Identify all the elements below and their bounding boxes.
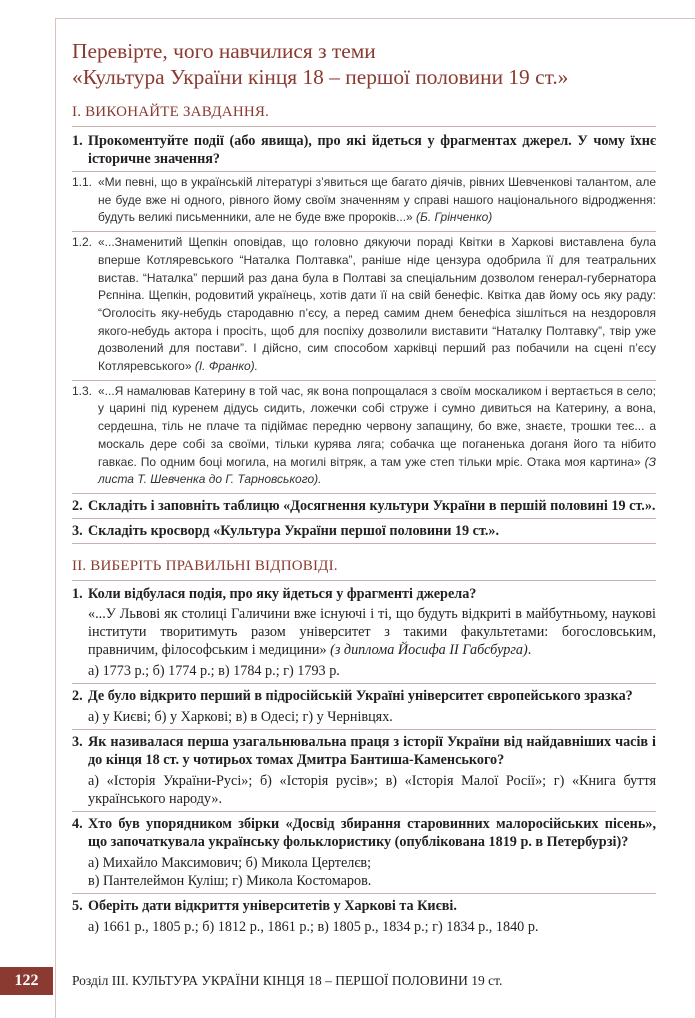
- running-footer: Розділ ІІІ. КУЛЬТУРА УКРАЇНИ КІНЦЯ 18 – ПЕРШОЇ ПОЛОВИНИ 19 ст.: [72, 973, 503, 988]
- divider: [72, 380, 656, 381]
- title-line-1: Перевірте, чого навчилися з теми: [72, 39, 376, 63]
- question-4: [72, 815, 656, 851]
- answer-options-5: а) 1661 р., 1805 р.; б) 1812 р., 1861 р.; в) 1805 р., 1834 р.; г) 1834 р., 1840 р.: [88, 918, 539, 935]
- fragment-1-1: [72, 174, 656, 227]
- page-content: [72, 38, 656, 936]
- task-number: 3.: [72, 522, 83, 539]
- question-text: Коли відбулася подія, про яку йдеться у фрагменті джерела?: [88, 585, 477, 602]
- question-text: Де було відкрито перший в підросійській Україні університет європейського зразка?: [88, 687, 633, 704]
- task-3: [72, 522, 656, 540]
- quote-source: (з диплома Йосифа ІІ Габсбурга): [330, 641, 528, 658]
- divider: [72, 518, 656, 519]
- task-number: 2.: [72, 497, 83, 514]
- answer-options-2: а) у Києві; б) у Харкові; в) в Одесі; г) у Чернівцях.: [88, 708, 393, 725]
- fragment-text: «Ми певні, що в українській літературі з’явиться ще багато діячів, рівних Шевченкові талантом, але не буде вже ні одного, рівного йому своїм значенням у справі нашого національного відродження: будуть великі письменники, але не буде вже пророків...»: [98, 175, 656, 225]
- question-number: 3.: [72, 733, 83, 750]
- fragment-source: (І. Франко).: [194, 359, 259, 374]
- fragment-source: (Б. Грінченко): [416, 210, 493, 225]
- question-text: Хто був упорядником збірки «Досвід збирання старовинних малоросійських пісень», що започаткувала українську фольклористику (опублікована 1819 р. в Петербурзі)?: [88, 815, 656, 850]
- quote-end: .: [527, 641, 532, 658]
- divider: [72, 893, 656, 894]
- section-2-heading: ІІ. ВИБЕРІТЬ ПРАВИЛЬНІ ВІДПОВІДІ.: [72, 557, 338, 574]
- question-3: [72, 733, 656, 769]
- fragment-text: «...Я намалював Катерину в той час, як вона попрощалася з своїм москаликом і вертається в село; у царині під куренем дідусь сидить, ложечки собі струже і сумно дивиться на Катерину, а вона, сердешна, тіль не плаче та підіймає передню червону запащину, бо вже, знаєте, трошки теє... а москаль дере собі за своїми, тільки курява ляга; собачка ще поганенька доганя його та нібито гавкає. По одним боці могила, на могилі вітряк, а там уже степ тільки мріє. Отака моя картина»: [98, 383, 656, 469]
- fragment-number: 1.2.: [72, 235, 93, 250]
- answer-line: в) Пантелеймон Куліш; г) Микола Костомаров.: [88, 872, 372, 889]
- divider: [72, 171, 656, 172]
- question-number: 4.: [72, 815, 83, 832]
- quote-text: «...У Львові як столиці Галичини вже існуючі і ті, що будуть відкриті в майбутньому, наукові інститути творитимуть разом університет з такими факультетами: богословським, правничим, філософським і медицини»: [88, 605, 656, 658]
- task-1: [72, 132, 656, 168]
- question-number: 1.: [72, 585, 83, 602]
- title-line-2: «Культура України кінця 18 – першої половини 19 ст.»: [72, 65, 569, 89]
- page-number: 122: [0, 967, 53, 995]
- divider: [72, 493, 656, 494]
- question-1: [72, 585, 656, 603]
- divider: [72, 811, 656, 812]
- divider: [72, 543, 656, 544]
- question-text: Оберіть дати відкриття університетів у Харкові та Києві.: [88, 897, 457, 914]
- answer-options-1: а) 1773 р.; б) 1774 р.; в) 1784 р.; г) 1793 р.: [88, 662, 340, 679]
- source-quote: [72, 605, 656, 659]
- question-5: [72, 897, 656, 915]
- answer-line: а) Михайло Максимович; б) Микола Цертелєв;: [88, 854, 372, 871]
- question-number: 2.: [72, 687, 83, 704]
- answer-options-4: [72, 854, 656, 890]
- divider: [72, 231, 656, 232]
- task-text: Складіть і заповніть таблицю «Досягнення культури України в першій половині 19 ст.».: [88, 497, 656, 514]
- task-2: [72, 497, 656, 515]
- divider: [72, 580, 656, 581]
- task-text: Прокоментуйте події (або явища), про які йдеться у фрагментах джерел. У чому їхнє історичне значення?: [88, 133, 656, 167]
- divider: [72, 683, 656, 684]
- divider: [72, 729, 656, 730]
- divider: [72, 126, 656, 127]
- fragment-source: (З листа Т. Шевченка до Г. Тарновського).: [98, 454, 656, 487]
- task-number: 1.: [72, 133, 83, 149]
- question-2: [72, 687, 656, 705]
- answer-options-3: а) «Історія України-Русі»; б) «Історія русів»; в) «Історія Малої Росії»; г) «Книга буття українського народу».: [88, 772, 656, 807]
- section-1-heading: І. ВИКОНАЙТЕ ЗАВДАННЯ.: [72, 104, 270, 120]
- question-text: Як називалася перша узагальнювальна праця з історії України від найдавніших часів і до кінця 18 ст. у чотирьох томах Дмитра Бантиша-Каменського?: [88, 733, 656, 768]
- question-number: 5.: [72, 897, 83, 914]
- fragment-1-3: [72, 383, 656, 489]
- task-text: Складіть кросворд «Культура України першої половини 19 ст.».: [88, 522, 500, 539]
- fragment-text: «...Знаменитий Щепкін оповідав, що головно дякуючи пораді Квітки в Харкові виставлена була вперше Котляревського “Наталка Полтавка”, раніше ніде цензура одобрила її для театральних вистав. “Наталка” перший раз дана була в Полтаві за спеціальним дозволом генерал-губернатора Рєпніна. Щепкін, родовитий українець, хотів дати її на свій бенефіс. Квітка дав йому ось яку раду: “Оголосіть яку-небудь стародавню п’єсу, а перед самим днем бенефіса зішліться на нездоровля якого-небудь актора і просіть, щоб для поспіху дозволили виставити “Наталку Полтавку”, твір уже дозволений для постави”. І дійсно, сим способом харківці перший раз побачили на сцені п’єсу Котляревського»: [98, 235, 656, 374]
- page-title: [72, 38, 656, 90]
- fragment-number: 1.3.: [72, 383, 93, 398]
- fragment-number: 1.1.: [72, 175, 93, 189]
- fragment-1-2: [72, 234, 656, 376]
